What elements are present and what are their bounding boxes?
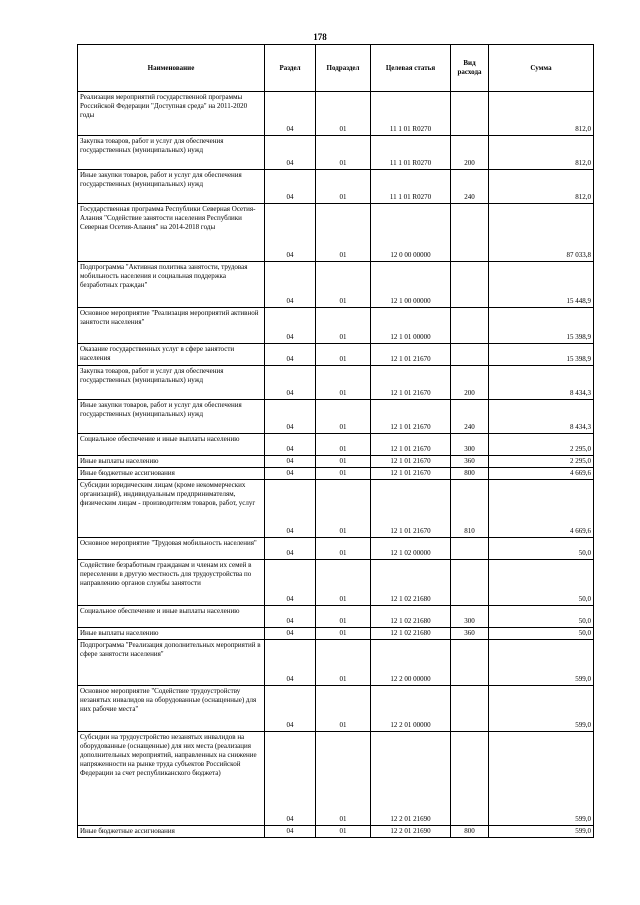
row-expense-type: 800 bbox=[451, 468, 489, 480]
row-amount: 50,0 bbox=[489, 606, 594, 628]
row-expense-type bbox=[451, 640, 489, 686]
row-expense-type bbox=[451, 92, 489, 136]
row-target: 11 1 01 R0270 bbox=[371, 92, 451, 136]
row-section: 04 bbox=[265, 538, 316, 560]
row-subsection: 01 bbox=[316, 456, 371, 468]
row-target: 11 1 01 R0270 bbox=[371, 170, 451, 204]
row-amount: 4 669,6 bbox=[489, 480, 594, 538]
row-target: 12 2 01 00000 bbox=[371, 686, 451, 732]
page-number: 178 bbox=[313, 32, 327, 42]
row-subsection: 01 bbox=[316, 468, 371, 480]
row-subsection: 01 bbox=[316, 480, 371, 538]
row-amount: 812,0 bbox=[489, 170, 594, 204]
row-section: 04 bbox=[265, 640, 316, 686]
row-amount: 2 295,0 bbox=[489, 434, 594, 456]
row-amount: 8 434,3 bbox=[489, 366, 594, 400]
row-section: 04 bbox=[265, 826, 316, 838]
row-expense-type: 800 bbox=[451, 826, 489, 838]
row-section: 04 bbox=[265, 308, 316, 344]
row-name: Социальное обеспечение и иные выплаты населению bbox=[78, 606, 265, 628]
row-name: Закупка товаров, работ и услуг для обеспечения государственных (муниципальных) нужд bbox=[78, 366, 265, 400]
header-name: Наименование bbox=[78, 45, 265, 92]
table-row bbox=[78, 560, 594, 606]
row-amount: 50,0 bbox=[489, 560, 594, 606]
row-expense-type: 360 bbox=[451, 456, 489, 468]
row-target: 12 1 01 21670 bbox=[371, 480, 451, 538]
row-expense-type: 300 bbox=[451, 606, 489, 628]
row-section: 04 bbox=[265, 136, 316, 170]
row-subsection: 01 bbox=[316, 686, 371, 732]
row-section: 04 bbox=[265, 434, 316, 456]
row-subsection: 01 bbox=[316, 434, 371, 456]
row-expense-type: 300 bbox=[451, 434, 489, 456]
row-amount: 599,0 bbox=[489, 686, 594, 732]
row-subsection: 01 bbox=[316, 606, 371, 628]
row-amount: 50,0 bbox=[489, 628, 594, 640]
row-section: 04 bbox=[265, 204, 316, 262]
row-name: Субсидии на трудоустройство незанятых инвалидов на оборудованные (оснащенные) для них места (реализация дополнительных мероприятий, направленных на снижение напряженности на рынке труда субъектов Российской Федерации за счет республиканского бюджета) bbox=[78, 732, 265, 826]
row-target: 12 1 00 00000 bbox=[371, 262, 451, 308]
table-row bbox=[78, 262, 594, 308]
row-target: 12 1 01 21670 bbox=[371, 456, 451, 468]
row-subsection: 01 bbox=[316, 92, 371, 136]
header-amount: Сумма bbox=[489, 45, 594, 92]
table-row bbox=[78, 640, 594, 686]
row-amount: 812,0 bbox=[489, 92, 594, 136]
row-amount: 599,0 bbox=[489, 640, 594, 686]
row-name: Иные бюджетные ассигнования bbox=[78, 468, 265, 480]
row-target: 12 2 00 00000 bbox=[371, 640, 451, 686]
row-subsection: 01 bbox=[316, 628, 371, 640]
row-name: Иные закупки товаров, работ и услуг для обеспечения государственных (муниципальных) нужд bbox=[78, 170, 265, 204]
row-section: 04 bbox=[265, 92, 316, 136]
row-section: 04 bbox=[265, 468, 316, 480]
row-subsection: 01 bbox=[316, 538, 371, 560]
table-row bbox=[78, 204, 594, 262]
row-amount: 4 669,6 bbox=[489, 468, 594, 480]
row-name: Оказание государственных услуг в сфере занятости населения bbox=[78, 344, 265, 366]
row-name: Иные выплаты населению bbox=[78, 628, 265, 640]
row-name: Иные выплаты населению bbox=[78, 456, 265, 468]
row-expense-type bbox=[451, 538, 489, 560]
row-name: Закупка товаров, работ и услуг для обеспечения государственных (муниципальных) нужд bbox=[78, 136, 265, 170]
row-expense-type bbox=[451, 262, 489, 308]
row-subsection: 01 bbox=[316, 826, 371, 838]
row-name: Иные бюджетные ассигнования bbox=[78, 826, 265, 838]
row-section: 04 bbox=[265, 456, 316, 468]
row-section: 04 bbox=[265, 560, 316, 606]
row-subsection: 01 bbox=[316, 308, 371, 344]
table-row bbox=[78, 366, 594, 400]
row-subsection: 01 bbox=[316, 400, 371, 434]
row-name: Государственная программа Республики Северная Осетия-Алания "Содействие занятости населения Республики Северная Осетия-Алания" на 2014-2018 годы bbox=[78, 204, 265, 262]
row-amount: 599,0 bbox=[489, 732, 594, 826]
row-subsection: 01 bbox=[316, 136, 371, 170]
table-row bbox=[78, 344, 594, 366]
row-expense-type: 240 bbox=[451, 170, 489, 204]
row-section: 04 bbox=[265, 262, 316, 308]
row-expense-type bbox=[451, 204, 489, 262]
row-section: 04 bbox=[265, 400, 316, 434]
row-amount: 50,0 bbox=[489, 538, 594, 560]
row-expense-type: 360 bbox=[451, 628, 489, 640]
row-name: Содействие безработным гражданам и членам их семей в переселении в другую местность для трудоустройства по направлению органов службы занятости bbox=[78, 560, 265, 606]
table-row bbox=[78, 400, 594, 434]
budget-table bbox=[77, 44, 594, 838]
row-subsection: 01 bbox=[316, 560, 371, 606]
table-row bbox=[78, 606, 594, 628]
row-name: Субсидии юридическим лицам (кроме некоммерческих организаций), индивидуальным предпринимателям, физическим лицам - производителям товаров, работ, услуг bbox=[78, 480, 265, 538]
row-subsection: 01 bbox=[316, 366, 371, 400]
table-row bbox=[78, 170, 594, 204]
row-expense-type: 200 bbox=[451, 136, 489, 170]
row-subsection: 01 bbox=[316, 170, 371, 204]
row-section: 04 bbox=[265, 480, 316, 538]
row-amount: 2 295,0 bbox=[489, 456, 594, 468]
row-section: 04 bbox=[265, 628, 316, 640]
row-name: Реализация мероприятий государственной программы Российской Федерации "Доступная среда" на 2011-2020 годы bbox=[78, 92, 265, 136]
row-expense-type: 240 bbox=[451, 400, 489, 434]
row-target: 12 0 00 00000 bbox=[371, 204, 451, 262]
row-target: 12 1 01 21670 bbox=[371, 344, 451, 366]
row-target: 12 1 02 21680 bbox=[371, 560, 451, 606]
table-row bbox=[78, 92, 594, 136]
row-target: 12 1 02 21680 bbox=[371, 628, 451, 640]
table-header-row bbox=[78, 45, 594, 92]
row-amount: 8 434,3 bbox=[489, 400, 594, 434]
table-row bbox=[78, 308, 594, 344]
header-subsection: Подраздел bbox=[316, 45, 371, 92]
table-row bbox=[78, 480, 594, 538]
row-name: Социальное обеспечение и иные выплаты населению bbox=[78, 434, 265, 456]
row-expense-type bbox=[451, 732, 489, 826]
header-target: Целевая статья bbox=[371, 45, 451, 92]
row-expense-type: 200 bbox=[451, 366, 489, 400]
row-target: 12 2 01 21690 bbox=[371, 826, 451, 838]
row-section: 04 bbox=[265, 686, 316, 732]
row-amount: 812,0 bbox=[489, 136, 594, 170]
row-section: 04 bbox=[265, 366, 316, 400]
row-expense-type bbox=[451, 560, 489, 606]
table-row bbox=[78, 628, 594, 640]
row-name: Основное мероприятие "Содействие трудоустройству незанятых инвалидов на оборудованные (оснащенные) для них рабочие места" bbox=[78, 686, 265, 732]
row-section: 04 bbox=[265, 170, 316, 204]
row-subsection: 01 bbox=[316, 640, 371, 686]
row-amount: 15 448,9 bbox=[489, 262, 594, 308]
row-expense-type bbox=[451, 686, 489, 732]
table-row bbox=[78, 456, 594, 468]
table-row bbox=[78, 686, 594, 732]
row-expense-type: 810 bbox=[451, 480, 489, 538]
row-amount: 15 398,9 bbox=[489, 308, 594, 344]
table-row bbox=[78, 826, 594, 838]
row-target: 12 2 01 21690 bbox=[371, 732, 451, 826]
table-body bbox=[78, 92, 594, 838]
row-target: 12 1 01 21670 bbox=[371, 366, 451, 400]
header-expense-type: Вид расхода bbox=[451, 45, 489, 92]
row-target: 12 1 01 21670 bbox=[371, 400, 451, 434]
row-name: Основное мероприятие "Трудовая мобильность населения" bbox=[78, 538, 265, 560]
table-row bbox=[78, 538, 594, 560]
row-expense-type bbox=[451, 344, 489, 366]
row-target: 12 1 02 21680 bbox=[371, 606, 451, 628]
row-subsection: 01 bbox=[316, 344, 371, 366]
row-amount: 15 398,9 bbox=[489, 344, 594, 366]
row-subsection: 01 bbox=[316, 732, 371, 826]
row-section: 04 bbox=[265, 344, 316, 366]
row-section: 04 bbox=[265, 606, 316, 628]
row-name: Основное мероприятие "Реализация мероприятий активной занятости населения" bbox=[78, 308, 265, 344]
row-target: 12 1 01 21670 bbox=[371, 434, 451, 456]
row-name: Подпрограмма "Реализация дополнительных мероприятий в сфере занятости населения" bbox=[78, 640, 265, 686]
row-target: 12 1 01 00000 bbox=[371, 308, 451, 344]
row-amount: 599,0 bbox=[489, 826, 594, 838]
row-target: 11 1 01 R0270 bbox=[371, 136, 451, 170]
table-row bbox=[78, 136, 594, 170]
row-expense-type bbox=[451, 308, 489, 344]
header-section: Раздел bbox=[265, 45, 316, 92]
row-subsection: 01 bbox=[316, 204, 371, 262]
row-target: 12 1 01 21670 bbox=[371, 468, 451, 480]
table-row bbox=[78, 468, 594, 480]
table-row bbox=[78, 434, 594, 456]
row-section: 04 bbox=[265, 732, 316, 826]
row-target: 12 1 02 00000 bbox=[371, 538, 451, 560]
row-name: Иные закупки товаров, работ и услуг для обеспечения государственных (муниципальных) нужд bbox=[78, 400, 265, 434]
row-name: Подпрограмма "Активная политика занятости, трудовая мобильность населения и социальная поддержка безработных граждан" bbox=[78, 262, 265, 308]
table-row bbox=[78, 732, 594, 826]
row-amount: 87 033,8 bbox=[489, 204, 594, 262]
row-subsection: 01 bbox=[316, 262, 371, 308]
